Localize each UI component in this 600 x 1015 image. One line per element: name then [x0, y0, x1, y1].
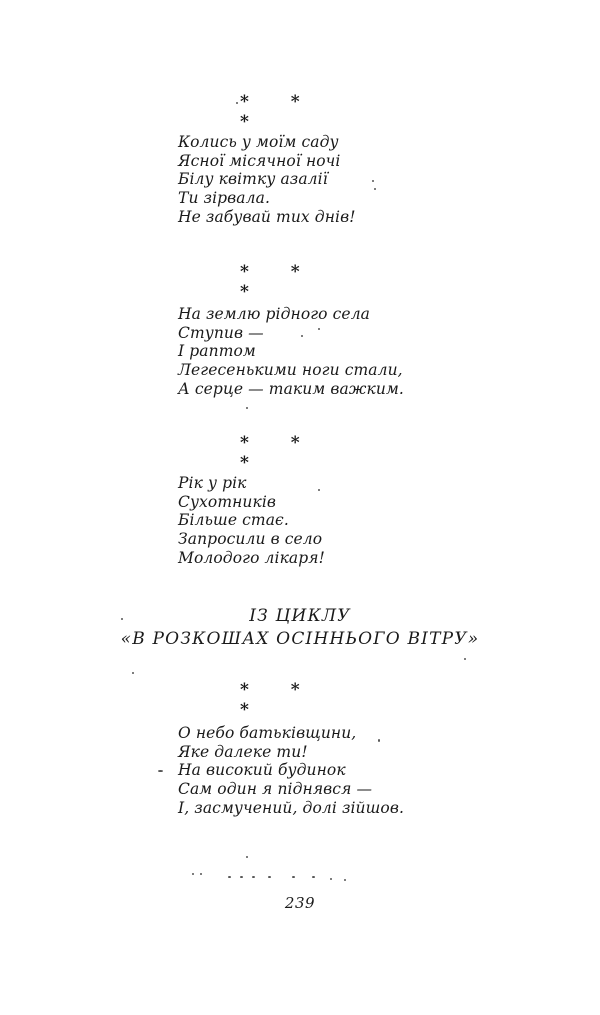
poem-line: Ступив — [178, 323, 264, 342]
speck [292, 876, 295, 878]
poem-line: Ти зірвала. [178, 189, 270, 208]
speck [301, 335, 303, 337]
speck [374, 188, 376, 190]
poem-2 [178, 305, 498, 399]
speck [372, 180, 374, 182]
poem-line: На високий будинок [178, 761, 346, 780]
poem-line: Ясної місячної ночі [178, 151, 341, 170]
poem-4 [178, 724, 498, 818]
speck [158, 770, 163, 772]
speck [252, 876, 255, 878]
speck [200, 873, 202, 875]
poem-line: Білу квітку азалії [178, 170, 328, 189]
speck [228, 876, 231, 878]
poem-line: Не забувай тих днів! [178, 207, 356, 226]
page-number: 239 [284, 894, 316, 912]
speck [132, 672, 134, 674]
poem-line: Запросили в село [178, 530, 323, 549]
poem-line: О небо батьківщини, [178, 724, 357, 742]
speck [318, 489, 320, 491]
speck [344, 879, 346, 881]
speck [312, 876, 315, 878]
poem-line: І раптом [178, 342, 256, 361]
section-separator: * * * [240, 433, 318, 473]
poem-line: Колись у моїм саду [178, 133, 339, 151]
speck [378, 739, 380, 742]
poem-line: Молодого лікаря! [178, 548, 325, 567]
poem-line: Сухотників [178, 492, 277, 511]
speck [268, 876, 271, 878]
poem-line: Сам один я піднявся — [178, 780, 373, 799]
cycle-heading [0, 605, 600, 651]
speck [330, 878, 332, 880]
poem-line: Більше стає. [178, 511, 289, 530]
poem-3 [178, 474, 498, 568]
poem-line: Яке далеке ти! [178, 742, 308, 761]
speck [240, 876, 243, 878]
speck [121, 618, 123, 620]
section-separator: * * * [240, 262, 318, 302]
speck [246, 407, 248, 409]
section-separator: * * * [240, 92, 318, 132]
speck [192, 873, 194, 875]
poem-line: Легесенькими ноги стали, [178, 361, 403, 380]
poem-line: А серце — таким важким. [178, 379, 404, 398]
poem-1 [178, 133, 498, 227]
section-separator: * * * [240, 680, 318, 720]
speck [464, 658, 466, 660]
cycle-heading-line-1: ІЗ ЦИКЛУ [249, 606, 351, 626]
speck [246, 856, 248, 858]
poem-line: І, засмучений, долі зійшов. [178, 798, 405, 817]
speck [236, 102, 238, 104]
speck [318, 328, 320, 330]
poem-line: На землю рідного села [178, 305, 371, 323]
cycle-heading-line-2: «В РОЗКОШАХ ОСІННЬОГО ВІТРУ» [120, 629, 480, 649]
poem-line: Рік у рік [178, 474, 247, 492]
